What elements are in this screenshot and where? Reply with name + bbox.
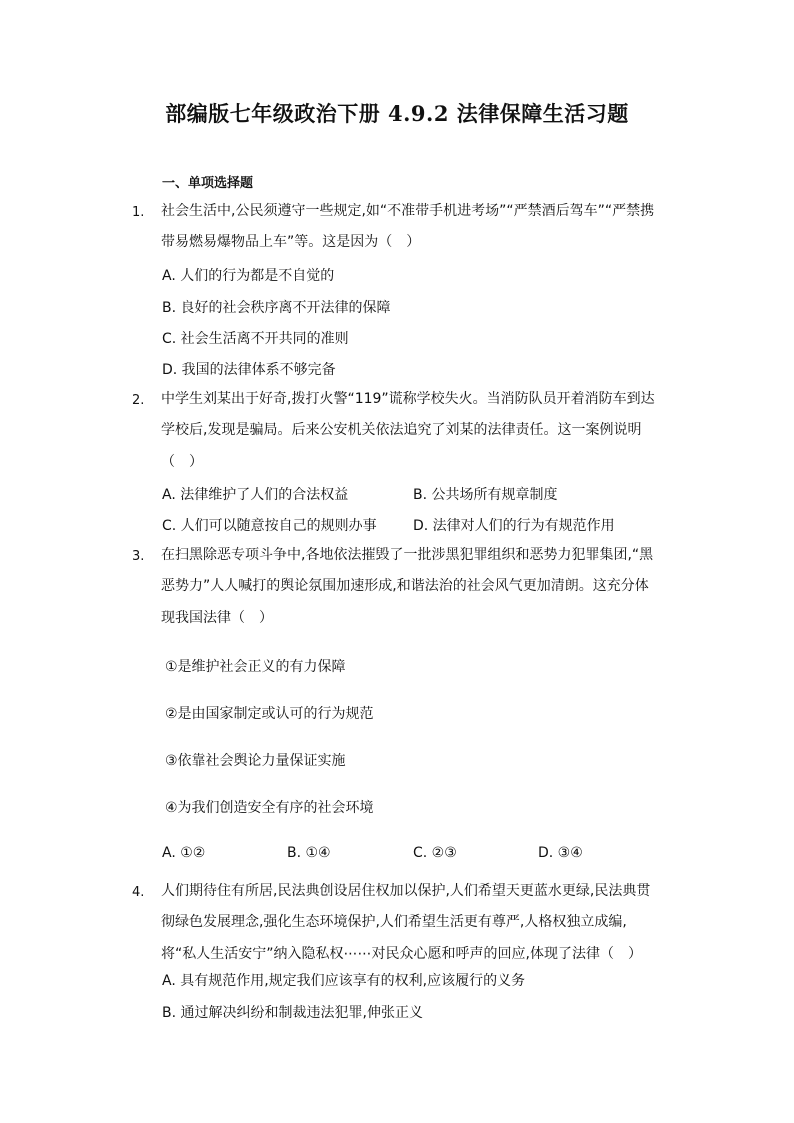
option-a[interactable]: A. 具有规范作用,规定我们应该享有的权利,应该履行的义务	[162, 973, 526, 989]
option-a[interactable]: A. 法律维护了人们的合法权益	[162, 487, 349, 503]
option-c[interactable]: C. 社会生活离不开共同的准则	[162, 331, 349, 347]
question-number: 2.	[132, 393, 145, 408]
question-number: 4.	[132, 885, 145, 900]
statement-2: ②是由国家制定或认可的行为规范	[165, 706, 374, 722]
option-b[interactable]: B. 良好的社会秩序离不开法律的保障	[162, 300, 391, 316]
option-a[interactable]: A. 人们的行为都是不自觉的	[162, 268, 335, 284]
section-heading: 一、单项选择题	[162, 176, 254, 191]
question-text: 社会生活中,公民须遵守一些规定,如“不准带手机进考场”“严禁酒后驾车”“严禁携带易燃易爆物品上车”等。这是因为（ ）	[161, 203, 655, 251]
statement-1: ①是维护社会正义的有力保障	[165, 659, 346, 675]
page-title: 部编版七年级政治下册 4.9.2 法律保障生活习题	[165, 101, 629, 126]
option-b[interactable]: B. 公共场所有规章制度	[413, 487, 558, 503]
question-number: 1.	[132, 205, 145, 220]
option-b[interactable]: B. 通过解决纠纷和制裁违法犯罪,伸张正义	[162, 1005, 423, 1021]
question-text: 中学生刘某出于好奇,拨打火警“119”谎称学校失火。当消防队员开着消防车到达学校后,发现是骗局。后来公安机关依法追究了刘某的法律责任。这一案例说明（ ）	[161, 391, 655, 470]
question-number: 3.	[132, 549, 145, 564]
option-d[interactable]: D. 我国的法律体系不够完备	[162, 362, 336, 378]
statement-3: ③依靠社会舆论力量保证实施	[165, 753, 346, 769]
option-a[interactable]: A. ①②	[162, 845, 206, 861]
statement-4: ④为我们创造安全有序的社会环境	[165, 800, 374, 816]
option-c[interactable]: C. ②③	[413, 845, 457, 861]
question-text: 人们期待住有所居,民法典创设居住权加以保护,人们希望天更蓝水更绿,民法典贯彻绿色发展理念,强化生态环境保护,人们希望生活更有尊严,人格权独立成编,将“私人生活安宁”纳入隐私权⋯⋯对民众心愿和呼声的回应,体现了法律（ ）	[161, 883, 651, 962]
option-d[interactable]: D. 法律对人们的行为有规范作用	[413, 518, 615, 534]
question-text: 在扫黑除恶专项斗争中,各地依法摧毁了一批涉黑犯罪组织和恶势力犯罪集团,“黑恶势力”人人喊打的舆论氛围加速形成,和谐法治的社会风气更加清朗。这充分体现我国法律（ ）	[161, 547, 654, 626]
option-d[interactable]: D. ③④	[538, 845, 583, 861]
option-b[interactable]: B. ①④	[287, 845, 331, 861]
option-c[interactable]: C. 人们可以随意按自己的规则办事	[162, 518, 377, 534]
